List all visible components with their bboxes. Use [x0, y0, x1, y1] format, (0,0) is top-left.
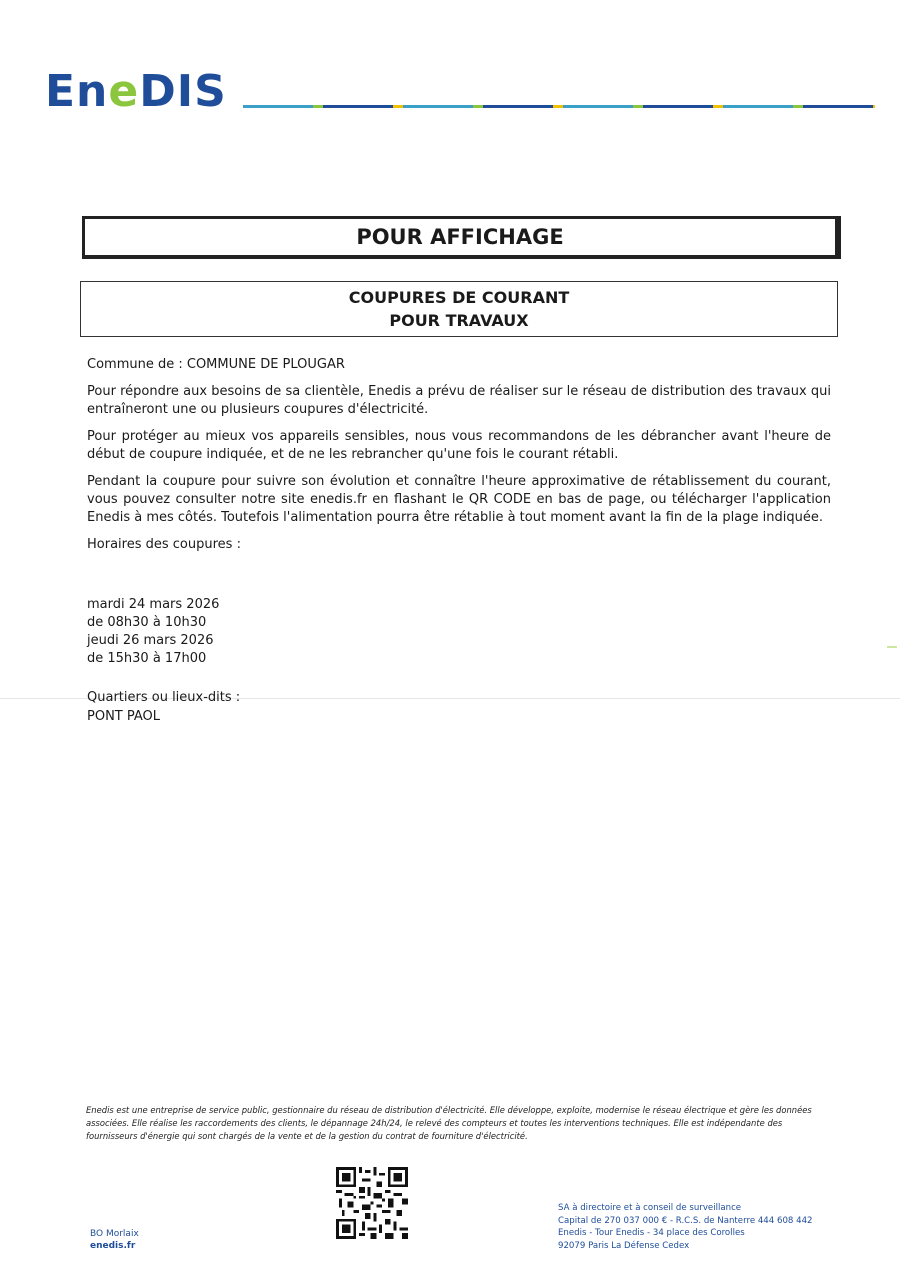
horaires-label: Horaires des coupures :	[87, 537, 241, 552]
office-name: BO Morlaix	[90, 1229, 139, 1239]
company-info	[558, 1202, 813, 1252]
paragraph-2: Pour protéger au mieux vos appareils sensibles, nous vous recommandons de les débrancher avant l'heure de début de coupure indiquée, et de ne les rebrancher qu'une fois le courant rétabli.	[87, 429, 831, 462]
schedule-date-2: jeudi 26 mars 2026	[87, 633, 214, 648]
pour-affichage-banner	[82, 216, 841, 259]
commune-line: Commune de : COMMUNE DE PLOUGAR	[87, 357, 345, 372]
scan-artifact-mark	[887, 646, 897, 648]
logo-text-mid: e	[108, 66, 140, 117]
locations-label: Quartiers ou lieux-dits :	[87, 690, 241, 705]
locations-block	[87, 688, 240, 726]
outage-schedule	[87, 596, 219, 668]
qr-code-icon[interactable]	[336, 1167, 408, 1239]
paragraph-3: Pendant la coupure pour suivre son évolution et connaître l'heure approximative de rétablissement du courant, vous pouvez consulter notre site enedis.fr en flashant le QR CODE en bas de page, ou télécharger l'application Enedis à mes côtés. Toutefois l'alimentation pourra être rétablie à tout moment avant la fin de la plage indiquée.	[87, 474, 831, 525]
logo-text-left: En	[45, 66, 109, 117]
logo-text-right: DIS	[139, 66, 227, 117]
notice-body	[87, 356, 831, 563]
company-line-4: 92079 Paris La Défense Cedex	[558, 1240, 690, 1251]
paragraph-1: Pour répondre aux besoins de sa clientèle, Enedis a prévu de réaliser sur le réseau de distribution des travaux qui entraîneront une ou plusieurs coupures d'électricité.	[87, 384, 831, 417]
company-line-1: SA à directoire et à conseil de surveillance	[558, 1203, 742, 1213]
subtitle-line-2: POUR TRAVAUX	[389, 311, 529, 330]
office-block	[90, 1228, 139, 1252]
header-divider	[243, 105, 875, 108]
banner-title: POUR AFFICHAGE	[356, 225, 564, 249]
schedule-time-1: de 08h30 à 10h30	[87, 615, 207, 630]
footer-legal-text: Enedis est une entreprise de service public, gestionnaire du réseau de distribution d'électricité. Elle développe, exploite, modernise le réseau électrique et gère les données associées. Elle réalise les raccordements des clients, le dépannage 24h/24, le relevé des compteurs et toutes les interventions techniques. Elle est indépendante des fournisseurs d'énergie qui sont chargés de la vente et de la gestion du contrat de fourniture d'électricité.	[86, 1105, 812, 1141]
locations-value: PONT PAOL	[87, 709, 161, 724]
website-link[interactable]: enedis.fr	[90, 1241, 136, 1251]
enedis-logo	[45, 66, 227, 117]
schedule-time-2: de 15h30 à 17h00	[87, 651, 207, 666]
coupures-title-box	[80, 281, 838, 337]
schedule-date-1: mardi 24 mars 2026	[87, 597, 220, 612]
company-line-3: Enedis - Tour Enedis - 34 place des Corolles	[558, 1228, 745, 1238]
subtitle-line-1: COUPURES DE COURANT	[348, 288, 570, 307]
company-line-2: Capital de 270 037 000 € - R.C.S. de Nanterre 444 608 442	[558, 1215, 813, 1226]
